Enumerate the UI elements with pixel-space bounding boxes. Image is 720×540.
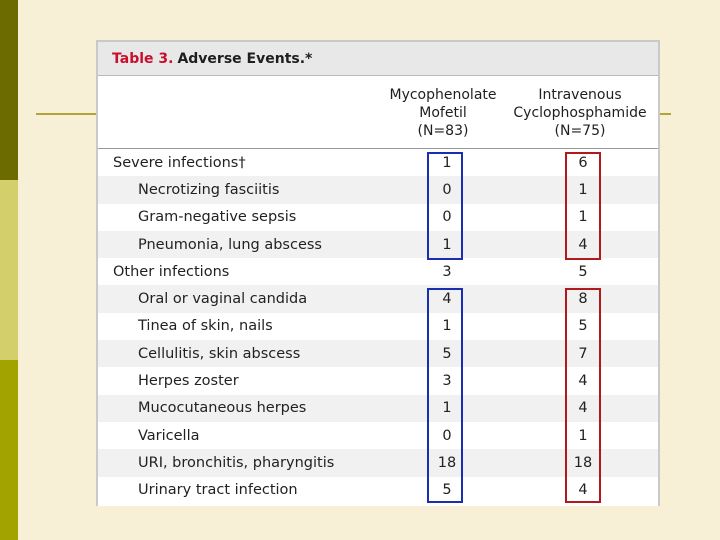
row-label: Necrotizing fasciitis — [138, 181, 280, 198]
cyc-value: 1 — [578, 427, 588, 444]
row-label: Oral or vaginal candida — [138, 291, 308, 308]
column-header-cyclophosphamide — [500, 86, 660, 140]
slide-bar-dark — [0, 0, 18, 180]
mmf-value: 1 — [442, 236, 452, 253]
row-label: Tinea of skin, nails — [138, 318, 273, 335]
column-header-line: Intravenous — [538, 87, 622, 103]
mmf-value: 5 — [442, 482, 452, 499]
table-row — [98, 449, 658, 476]
table-row — [98, 313, 658, 340]
mmf-value: 5 — [442, 345, 452, 362]
mmf-value: 1 — [442, 318, 452, 335]
table-header — [98, 76, 658, 149]
cyc-value: 6 — [578, 154, 588, 171]
mmf-value: 3 — [442, 263, 452, 280]
cyc-value: 5 — [578, 318, 588, 335]
cyc-value: 8 — [578, 291, 588, 308]
row-label: Severe infections† — [113, 154, 246, 171]
cyc-value: 1 — [578, 209, 588, 226]
row-label: Mucocutaneous herpes — [138, 400, 307, 417]
row-label: URI, bronchitis, pharyngitis — [138, 454, 335, 471]
column-header-line: Mofetil — [419, 105, 467, 121]
column-header-count: (N=83) — [417, 123, 469, 139]
table-row — [98, 340, 658, 367]
mmf-value: 0 — [442, 427, 452, 444]
cyc-value: 4 — [578, 482, 588, 499]
cyc-value: 4 — [578, 373, 588, 390]
row-label: Urinary tract infection — [138, 482, 298, 499]
table-row — [98, 176, 658, 203]
cyc-value: 4 — [578, 400, 588, 417]
table-title — [98, 42, 658, 76]
column-header-count: (N=75) — [554, 123, 606, 139]
cyc-value: 4 — [578, 236, 588, 253]
table-row — [98, 395, 658, 422]
table-row — [98, 422, 658, 449]
table-row — [98, 477, 658, 504]
row-label: Varicella — [138, 427, 200, 444]
table-row — [98, 285, 658, 312]
mmf-value: 18 — [437, 454, 457, 471]
row-label: Pneumonia, lung abscess — [138, 236, 322, 253]
table-row — [98, 204, 658, 231]
adverse-events-table — [96, 40, 660, 506]
cyc-value: 5 — [578, 263, 588, 280]
mmf-value: 0 — [442, 209, 452, 226]
row-label: Gram-negative sepsis — [138, 209, 297, 226]
row-label: Other infections — [113, 263, 230, 280]
table-row — [98, 231, 658, 258]
mmf-value: 1 — [442, 400, 452, 417]
cyc-value: 18 — [573, 454, 593, 471]
table-number: Table 3. — [112, 50, 174, 67]
row-label: Herpes zoster — [138, 373, 239, 390]
column-header-mycophenolate — [378, 86, 508, 140]
slide-bar-light — [0, 180, 18, 360]
slide-rule-left — [36, 113, 98, 115]
table-title-text: Adverse Events.* — [177, 50, 313, 67]
mmf-value: 1 — [442, 154, 452, 171]
slide-rule-right — [659, 113, 671, 115]
mmf-value: 4 — [442, 291, 452, 308]
mmf-value: 0 — [442, 181, 452, 198]
row-label: Cellulitis, skin abscess — [138, 345, 301, 362]
table-body — [98, 149, 658, 504]
table-row — [98, 367, 658, 394]
table-row — [98, 258, 658, 285]
column-header-line: Cyclophosphamide — [513, 105, 647, 121]
table-row — [98, 149, 658, 176]
cyc-value: 7 — [578, 345, 588, 362]
mmf-value: 3 — [442, 373, 452, 390]
slide-bar-olive — [0, 360, 18, 540]
cyc-value: 1 — [578, 181, 588, 198]
column-header-line: Mycophenolate — [389, 87, 497, 103]
